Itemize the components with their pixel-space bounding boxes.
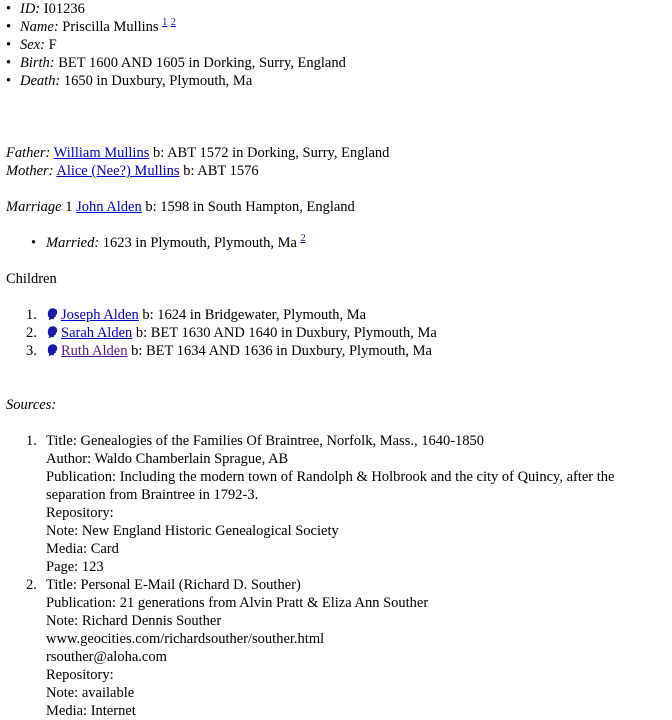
fact-label: Birth: — [20, 55, 55, 71]
person-icon — [46, 325, 60, 339]
spouse-info: b: 1598 in South Hampton, England — [145, 199, 355, 215]
source-line: Note: New England Historic Genealogical Society — [46, 523, 339, 539]
source-number: 1. — [26, 433, 37, 449]
source-line: Media: Internet — [46, 703, 136, 719]
father-link[interactable]: William Mullins — [53, 145, 150, 161]
child-item — [26, 342, 672, 360]
fact-sex — [20, 36, 672, 54]
child-number: 1. — [26, 307, 37, 323]
source-ref-link-1[interactable]: 1 — [162, 17, 168, 28]
source-line: Media: Card — [46, 541, 119, 557]
fact-name — [20, 18, 672, 36]
married-value: 1623 in Plymouth, Plymouth, Ma — [102, 235, 297, 251]
children-heading: Children — [6, 271, 57, 287]
child-info: b: 1624 in Bridgewater, Plymouth, Ma — [142, 307, 367, 323]
source-number: 2. — [26, 577, 37, 593]
source-item — [26, 432, 672, 576]
married-source-ref-link[interactable]: 2 — [300, 233, 306, 244]
child-number: 2. — [26, 325, 37, 341]
father-info: b: ABT 1572 in Dorking, Surry, England — [152, 145, 390, 161]
fact-birth — [20, 54, 672, 72]
fact-label: ID: — [20, 1, 41, 17]
mother-link[interactable]: Alice (Nee?) Mullins — [56, 163, 180, 179]
source-line: Title: Personal E-Mail (Richard D. Souther) — [46, 577, 301, 593]
person-icon — [46, 343, 60, 357]
child-info: b: BET 1630 AND 1640 in Duxbury, Plymouth, Ma — [135, 325, 437, 341]
fact-label: Name: — [20, 19, 59, 35]
source-ref-link-2[interactable]: 2 — [170, 17, 176, 28]
spouse-link[interactable]: John Alden — [76, 199, 142, 215]
child-item — [26, 324, 672, 342]
source-line: Author: Waldo Chamberlain Sprague, AB — [46, 451, 289, 467]
fact-death — [20, 72, 672, 90]
source-line: Repository: — [46, 505, 114, 521]
mother-info: b: ABT 1576 — [183, 163, 259, 179]
marriage-facts — [6, 234, 672, 252]
source-line: Note: Richard Dennis Souther — [46, 613, 222, 629]
married-label: Married: — [46, 235, 100, 251]
source-line: rsouther@aloha.com — [46, 649, 167, 665]
source-line: www.geocities.com/richardsouther/souther.html — [46, 631, 325, 647]
source-line: Title: Genealogies of the Families Of Braintree, Norfolk, Mass., 1640-1850 — [46, 433, 485, 449]
child-item — [26, 306, 672, 324]
child-link-joseph[interactable]: Joseph Alden — [61, 307, 139, 323]
child-link-ruth[interactable]: Ruth Alden — [61, 343, 128, 359]
source-line: Note: available — [46, 685, 135, 701]
source-line: Repository: — [46, 667, 114, 683]
mother-line — [6, 162, 672, 180]
fact-value: BET 1600 AND 1605 in Dorking, Surry, England — [58, 55, 346, 71]
fact-label: Sex: — [20, 37, 45, 53]
facts-list — [6, 0, 672, 90]
marriage-line — [6, 198, 672, 216]
child-link-sarah[interactable]: Sarah Alden — [61, 325, 133, 341]
fact-value: Priscilla Mullins — [62, 19, 159, 35]
child-info: b: BET 1634 AND 1636 in Duxbury, Plymouth, Ma — [131, 343, 432, 359]
marriage-label: Marriage — [6, 199, 62, 215]
married-fact — [46, 234, 672, 252]
person-icon — [46, 307, 60, 321]
marriage-number: 1 — [65, 199, 73, 215]
child-number: 3. — [26, 343, 37, 359]
sources-heading: Sources: — [6, 397, 57, 413]
mother-label: Mother: — [6, 163, 54, 179]
sources-list — [6, 432, 672, 720]
father-line — [6, 144, 672, 162]
fact-value: I01236 — [43, 1, 85, 17]
source-item — [26, 576, 672, 720]
source-line: Publication: 21 generations from Alvin Pratt & Eliza Ann Souther — [46, 595, 429, 611]
father-label: Father: — [6, 145, 51, 161]
children-list — [6, 306, 672, 360]
fact-label: Death: — [20, 73, 61, 89]
fact-value: F — [48, 37, 57, 53]
source-line: Page: 123 — [46, 559, 104, 575]
fact-value: 1650 in Duxbury, Plymouth, Ma — [63, 73, 253, 89]
source-line: Publication: Including the modern town of Randolph & Holbrook and the city of Quincy, after the separation from Braintree in 1792-3. — [46, 469, 615, 503]
fact-id — [20, 0, 672, 18]
